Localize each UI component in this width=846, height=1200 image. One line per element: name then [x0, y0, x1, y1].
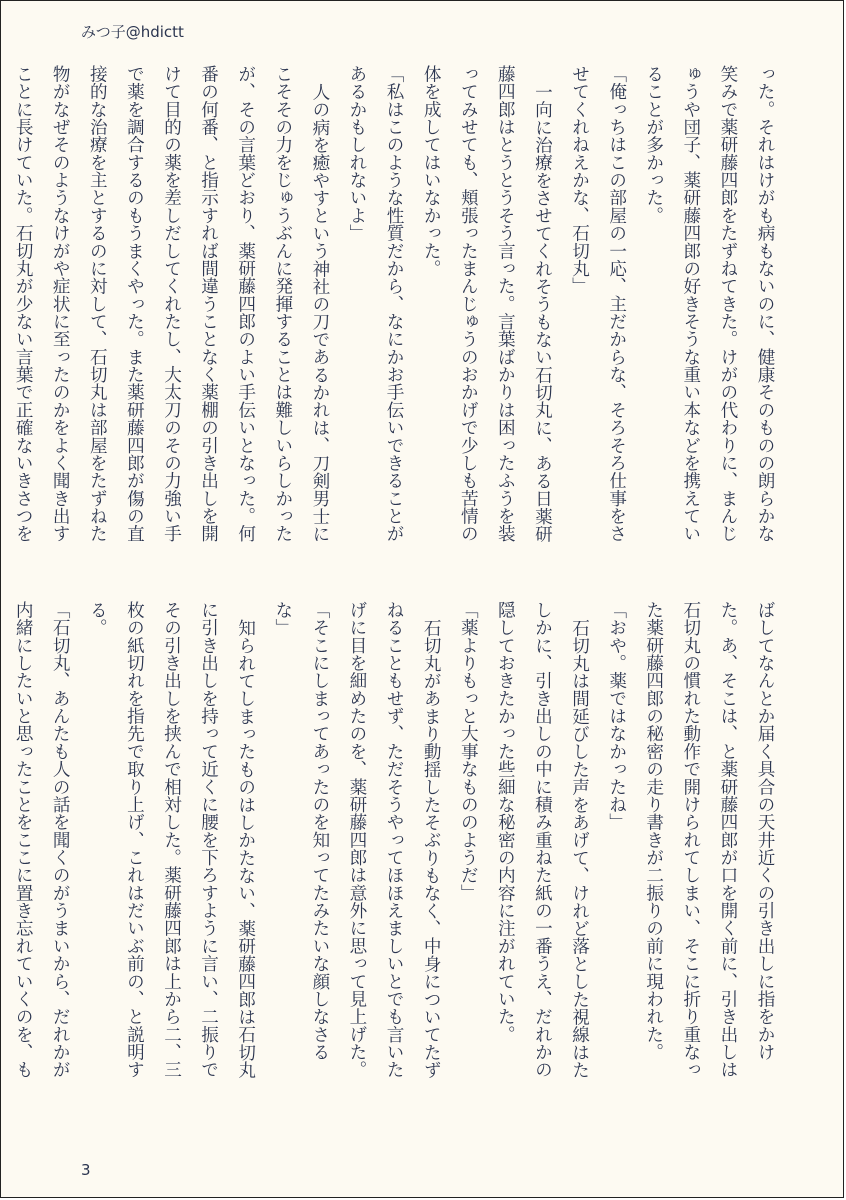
dialogue-line: 「そこにしまってあったのを知ってたみたいな顔しなさるな」 [272, 601, 330, 1061]
paragraph: った。それはけがも病もないのに、健康そのものの朗らかな笑みで薬研藤四郎をたずねてきた。けがの代わりに、まんじゅうや団子、薬研藤四郎の好きそうな重い本などを携えていることが多かった。 [643, 65, 775, 543]
paragraph: 石切丸は間延びした声をあげて、けれど落とした視線はたしかに、引き出しの中に積み重ねた紙の一番うえ、だれかの隠しておきたかった些細な秘密の内容に注がれていた。 [495, 601, 590, 1079]
paragraph: 人の病を癒やすという神社の刀であるかれは、刀剣男士にこそその力をじゅうぶんに発揮することは難しいらしかったが、その言葉どおり、薬研藤四郎のよい手伝いとなった。何番の何番、と指示すれば間違うことなく薬棚の引き出しを開けて目的の薬を差しだしてくれたし、大太刀のその力強い手で薬を調合するのもうまくやった。また薬研藤四郎が傷の直接的な治療を主とするのに対して、石切丸は部屋をたずねた物がなぜそのようなけがや症状に至ったのかをよく聞き出すことに長けていた。石切丸が少ない言葉で正確ないきさつを [13, 65, 330, 543]
paragraph: ばしてなんとか届く具合の天井近くの引き出しに指をかけた。あ、そこは、と薬研藤四郎が口を開く前に、引き出しは石切丸の慣れた動作で開けられてしまい、そこに折り重なった薬研藤四郎の秘密の走り書きが二振りの前に現われた。 [643, 601, 775, 1079]
paragraph: 一向に治療をさせてくれそうもない石切丸に、ある日薬研藤四郎はとうとうそう言った。言葉ばかりは困ったふうを装ってみせても、頬張ったまんじゅうのおかげで少しも苦情の体を成してはいなかった。 [421, 65, 553, 543]
dialogue-line: 「石切丸、あんたも人の話を聞くのがうまいから、だれかが内緒にしたいと思ったことをここに置き忘れていくのを、も [13, 601, 71, 1079]
author-header: みつ子@hdictt [81, 23, 184, 41]
dialogue-line: 「おや。薬ではなかったね」 [606, 601, 627, 831]
paragraph: 石切丸があまり動揺したそぶりもなく、中身についてたずねることもせず、ただそうやってほほえましいとでも言いたげに目を細めたのを、薬研藤四郎は意外に思って見上げた。 [346, 601, 442, 1079]
dialogue-line: 「俺っちはこの部屋の一応、主だからな、そろそろ仕事をさせてくれねえかな、石切丸」 [569, 65, 627, 543]
page-number: 3 [81, 1161, 91, 1179]
dialogue-line: 「薬よりもっと大事なもののようだ」 [458, 601, 479, 902]
paragraph: 知られてしまったものはしかたない、薬研藤四郎は石切丸に引き出しを持って近くに腰を下ろすように言い、二振りでその引き出しを挟んで相対した。薬研藤四郎は上から二、三枚の紙切れを指先で取り上げ、これはだいぶ前の、と説明する。 [87, 601, 256, 1079]
dialogue-line: 「私はこのような性質だから、なにかお手伝いできることがあるかもしれないよ」 [346, 65, 405, 543]
lower-text-block [13, 601, 783, 1079]
upper-text-block [13, 65, 783, 543]
